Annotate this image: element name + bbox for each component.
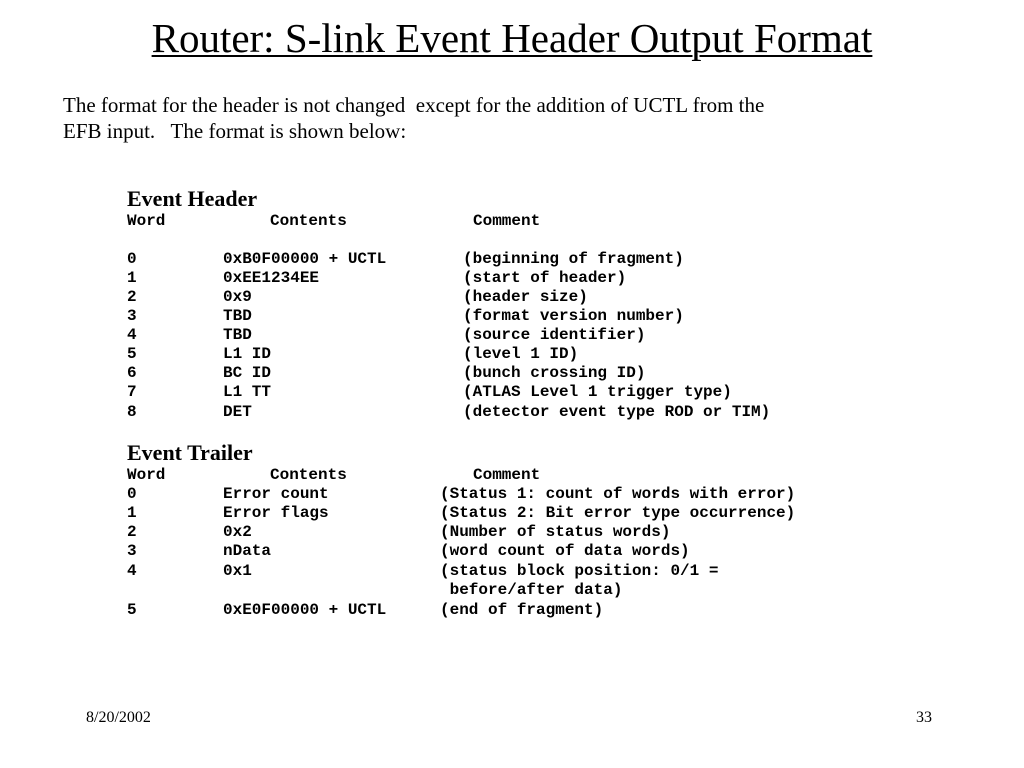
row-comment: (Number of status words) [440,523,671,541]
row-comment: (level 1 ID) [463,345,579,363]
table-row [127,307,684,326]
event-header-heading: Event Header [127,186,258,211]
row-contents: Error count [223,485,329,503]
row-comment: (Status 1: count of words with error) [440,485,796,503]
slide-title-text: Router: S-link Event Header Output Format [151,15,873,61]
row-comment: (header size) [463,288,588,306]
table-row [127,326,646,345]
event-trailer-col-contents: Contents [270,466,347,484]
table-row [127,250,684,269]
row-comment: (ATLAS Level 1 trigger type) [463,383,732,401]
table-row [127,523,671,542]
row-comment: (word count of data words) [440,542,690,560]
event-header-col-word: Word [127,212,166,230]
row-comment: (source identifier) [463,326,646,344]
row-word: 2 [127,523,137,541]
row-word: 3 [127,307,137,325]
row-contents: Error flags [223,504,329,522]
row-comment: (beginning of fragment) [463,250,684,268]
table-row [127,403,771,422]
row-comment: (Status 2: Bit error type occurrence) [440,504,796,522]
row-word: 8 [127,403,137,421]
table-row [127,601,604,620]
table-row [127,345,579,364]
intro-paragraph [63,92,963,144]
row-word: 4 [127,326,137,344]
row-contents: TBD [223,326,252,344]
row-comment: (detector event type ROD or TIM) [463,403,771,421]
row-word: 5 [127,601,137,619]
row-word: 5 [127,345,137,363]
row-contents: 0x1 [223,562,252,580]
event-header-column-headers [127,212,541,231]
row-contents: DET [223,403,252,421]
row-contents: 0x9 [223,288,252,306]
row-contents: 0xB0F00000 + UCTL [223,250,387,268]
row-contents: L1 TT [223,383,272,401]
row-contents: 0xE0F00000 + UCTL [223,601,387,619]
row-comment: (format version number) [463,307,684,325]
table-row [127,504,796,523]
event-trailer-col-comment: Comment [473,466,541,484]
row-comment: (status block position: 0/1 = [440,562,719,580]
table-row [127,562,719,581]
row-contents: BC ID [223,364,272,382]
slide-title [0,12,1024,64]
table-row [127,581,623,600]
row-word: 2 [127,288,137,306]
event-trailer-column-headers [127,466,541,485]
intro-line-2: EFB input. The format is shown below: [63,119,407,143]
table-row [127,485,796,504]
row-word: 7 [127,383,137,401]
row-word: 0 [127,250,137,268]
table-row [127,542,690,561]
row-contents: TBD [223,307,252,325]
table-row [127,364,646,383]
table-row [127,288,588,307]
row-contents: 0xEE1234EE [223,269,320,287]
event-header-col-comment: Comment [473,212,541,230]
footer-page-number: 33 [916,709,932,726]
row-word: 0 [127,485,137,503]
event-trailer-col-word: Word [127,466,166,484]
row-word: 4 [127,562,137,580]
row-word: 1 [127,504,137,522]
table-row [127,269,627,288]
intro-line-1: The format for the header is not changed except for the addition of UCTL from the [63,93,765,117]
row-comment: (bunch crossing ID) [463,364,646,382]
table-row [127,383,732,402]
footer-date: 8/20/2002 [86,709,151,726]
row-word: 1 [127,269,137,287]
row-contents: 0x2 [223,523,252,541]
row-contents: L1 ID [223,345,272,363]
event-trailer-heading: Event Trailer [127,440,253,465]
event-header-col-contents: Contents [270,212,347,230]
row-word: 3 [127,542,137,560]
row-comment: (start of header) [463,269,627,287]
row-word: 6 [127,364,137,382]
row-contents: nData [223,542,272,560]
row-comment: (end of fragment) [440,601,604,619]
row-comment: before/after data) [440,581,623,599]
